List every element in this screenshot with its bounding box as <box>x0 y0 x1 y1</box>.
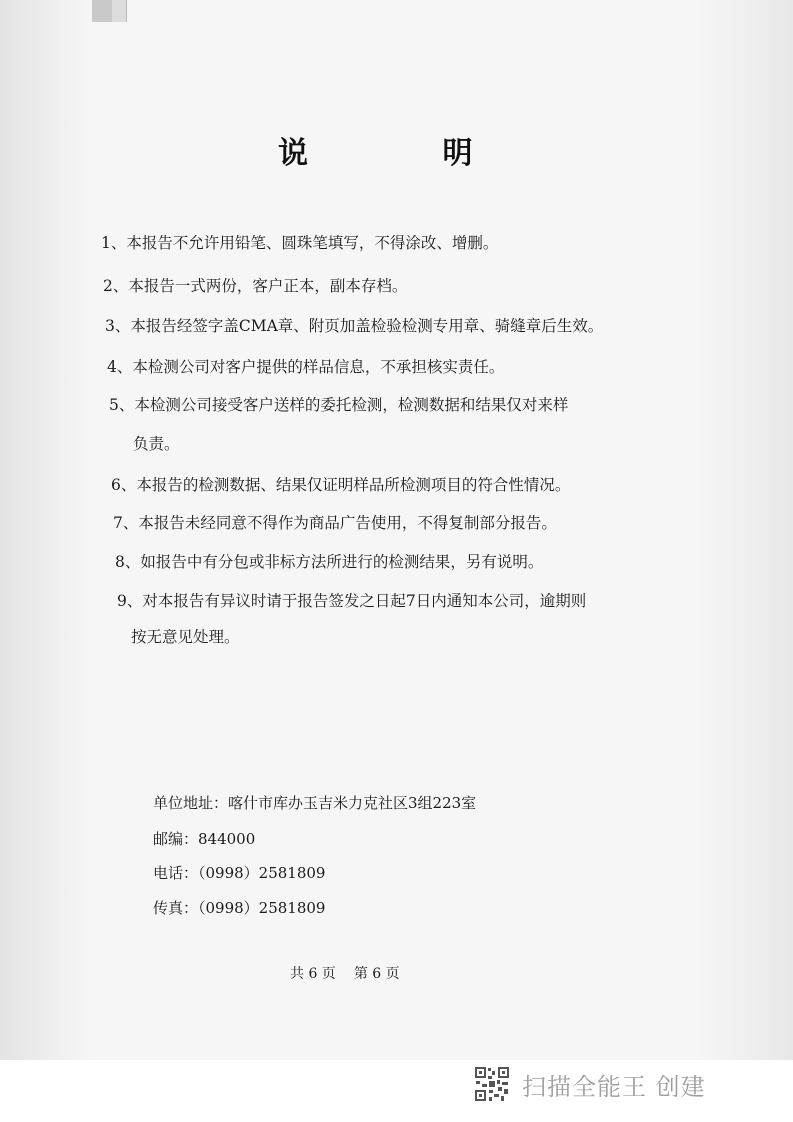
notice-item-9-continuation: 按无意见处理。 <box>131 628 240 646</box>
qr-code-icon <box>474 1066 510 1102</box>
item-number: 3、 <box>105 317 131 335</box>
item-text: 本检测公司对客户提供的样品信息，不承担核实责任。 <box>132 358 505 376</box>
item-text: 如报告中有分包或非标方法所进行的检测结果，另有说明。 <box>140 553 544 571</box>
scan-edge-shadow-left <box>0 0 92 1060</box>
scanner-watermark <box>474 1065 706 1103</box>
notice-item-9 <box>117 590 586 612</box>
notice-item-1 <box>101 232 498 254</box>
item-text: 本报告经签字盖CMA章、附页加盖检验检测专用章、骑缝章后生效。 <box>130 317 604 335</box>
contact-address: 单位地址：喀什市库办玉吉米力克社区3组223室 <box>153 794 477 812</box>
item-number: 7、 <box>113 514 139 532</box>
notice-item-5 <box>109 394 568 416</box>
item-number: 9、 <box>117 592 143 610</box>
page-total: 共 6 页 <box>290 966 336 982</box>
item-number: 2、 <box>103 277 129 295</box>
item-number: 5、 <box>109 396 135 414</box>
item-text: 本报告不允许用铅笔、圆珠笔填写，不得涂改、增删。 <box>126 234 499 252</box>
item-number: 6、 <box>111 476 137 494</box>
scan-edge-shadow-right <box>697 0 793 1060</box>
notice-item-3 <box>105 315 603 337</box>
notice-item-5-continuation: 负责。 <box>133 435 180 453</box>
notice-item-6 <box>111 474 570 496</box>
notice-item-7 <box>113 512 557 534</box>
item-text: 本报告一式两份，客户正本，副本存档。 <box>128 277 408 295</box>
contact-fax: 传真：（0998）2581809 <box>153 899 326 917</box>
page-current: 第 6 页 <box>353 966 400 982</box>
item-number: 4、 <box>107 358 133 376</box>
item-text: 本检测公司接受客户送样的委托检测，检测数据和结果仅对来样 <box>134 396 569 414</box>
page-title: 说 明 <box>278 136 535 171</box>
page-number <box>290 963 418 983</box>
notice-item-8 <box>115 551 543 573</box>
item-number: 1、 <box>101 234 127 252</box>
item-text: 对本报告有异议时请于报告签发之日起7日内通知本公司，逾期则 <box>142 592 587 610</box>
item-text: 本报告未经同意不得作为商品广告使用，不得复制部分报告。 <box>138 514 557 532</box>
watermark-text: 扫描全能王 创建 <box>522 1072 706 1101</box>
contact-postcode: 邮编：844000 <box>153 830 256 848</box>
notice-item-4 <box>107 356 504 378</box>
contact-phone: 电话：（0998）2581809 <box>153 864 326 882</box>
item-number: 8、 <box>115 553 141 571</box>
item-text: 本报告的检测数据、结果仅证明样品所检测项目的符合性情况。 <box>136 476 571 494</box>
binder-clip-mark-inner <box>112 0 126 22</box>
notice-item-2 <box>103 275 407 297</box>
